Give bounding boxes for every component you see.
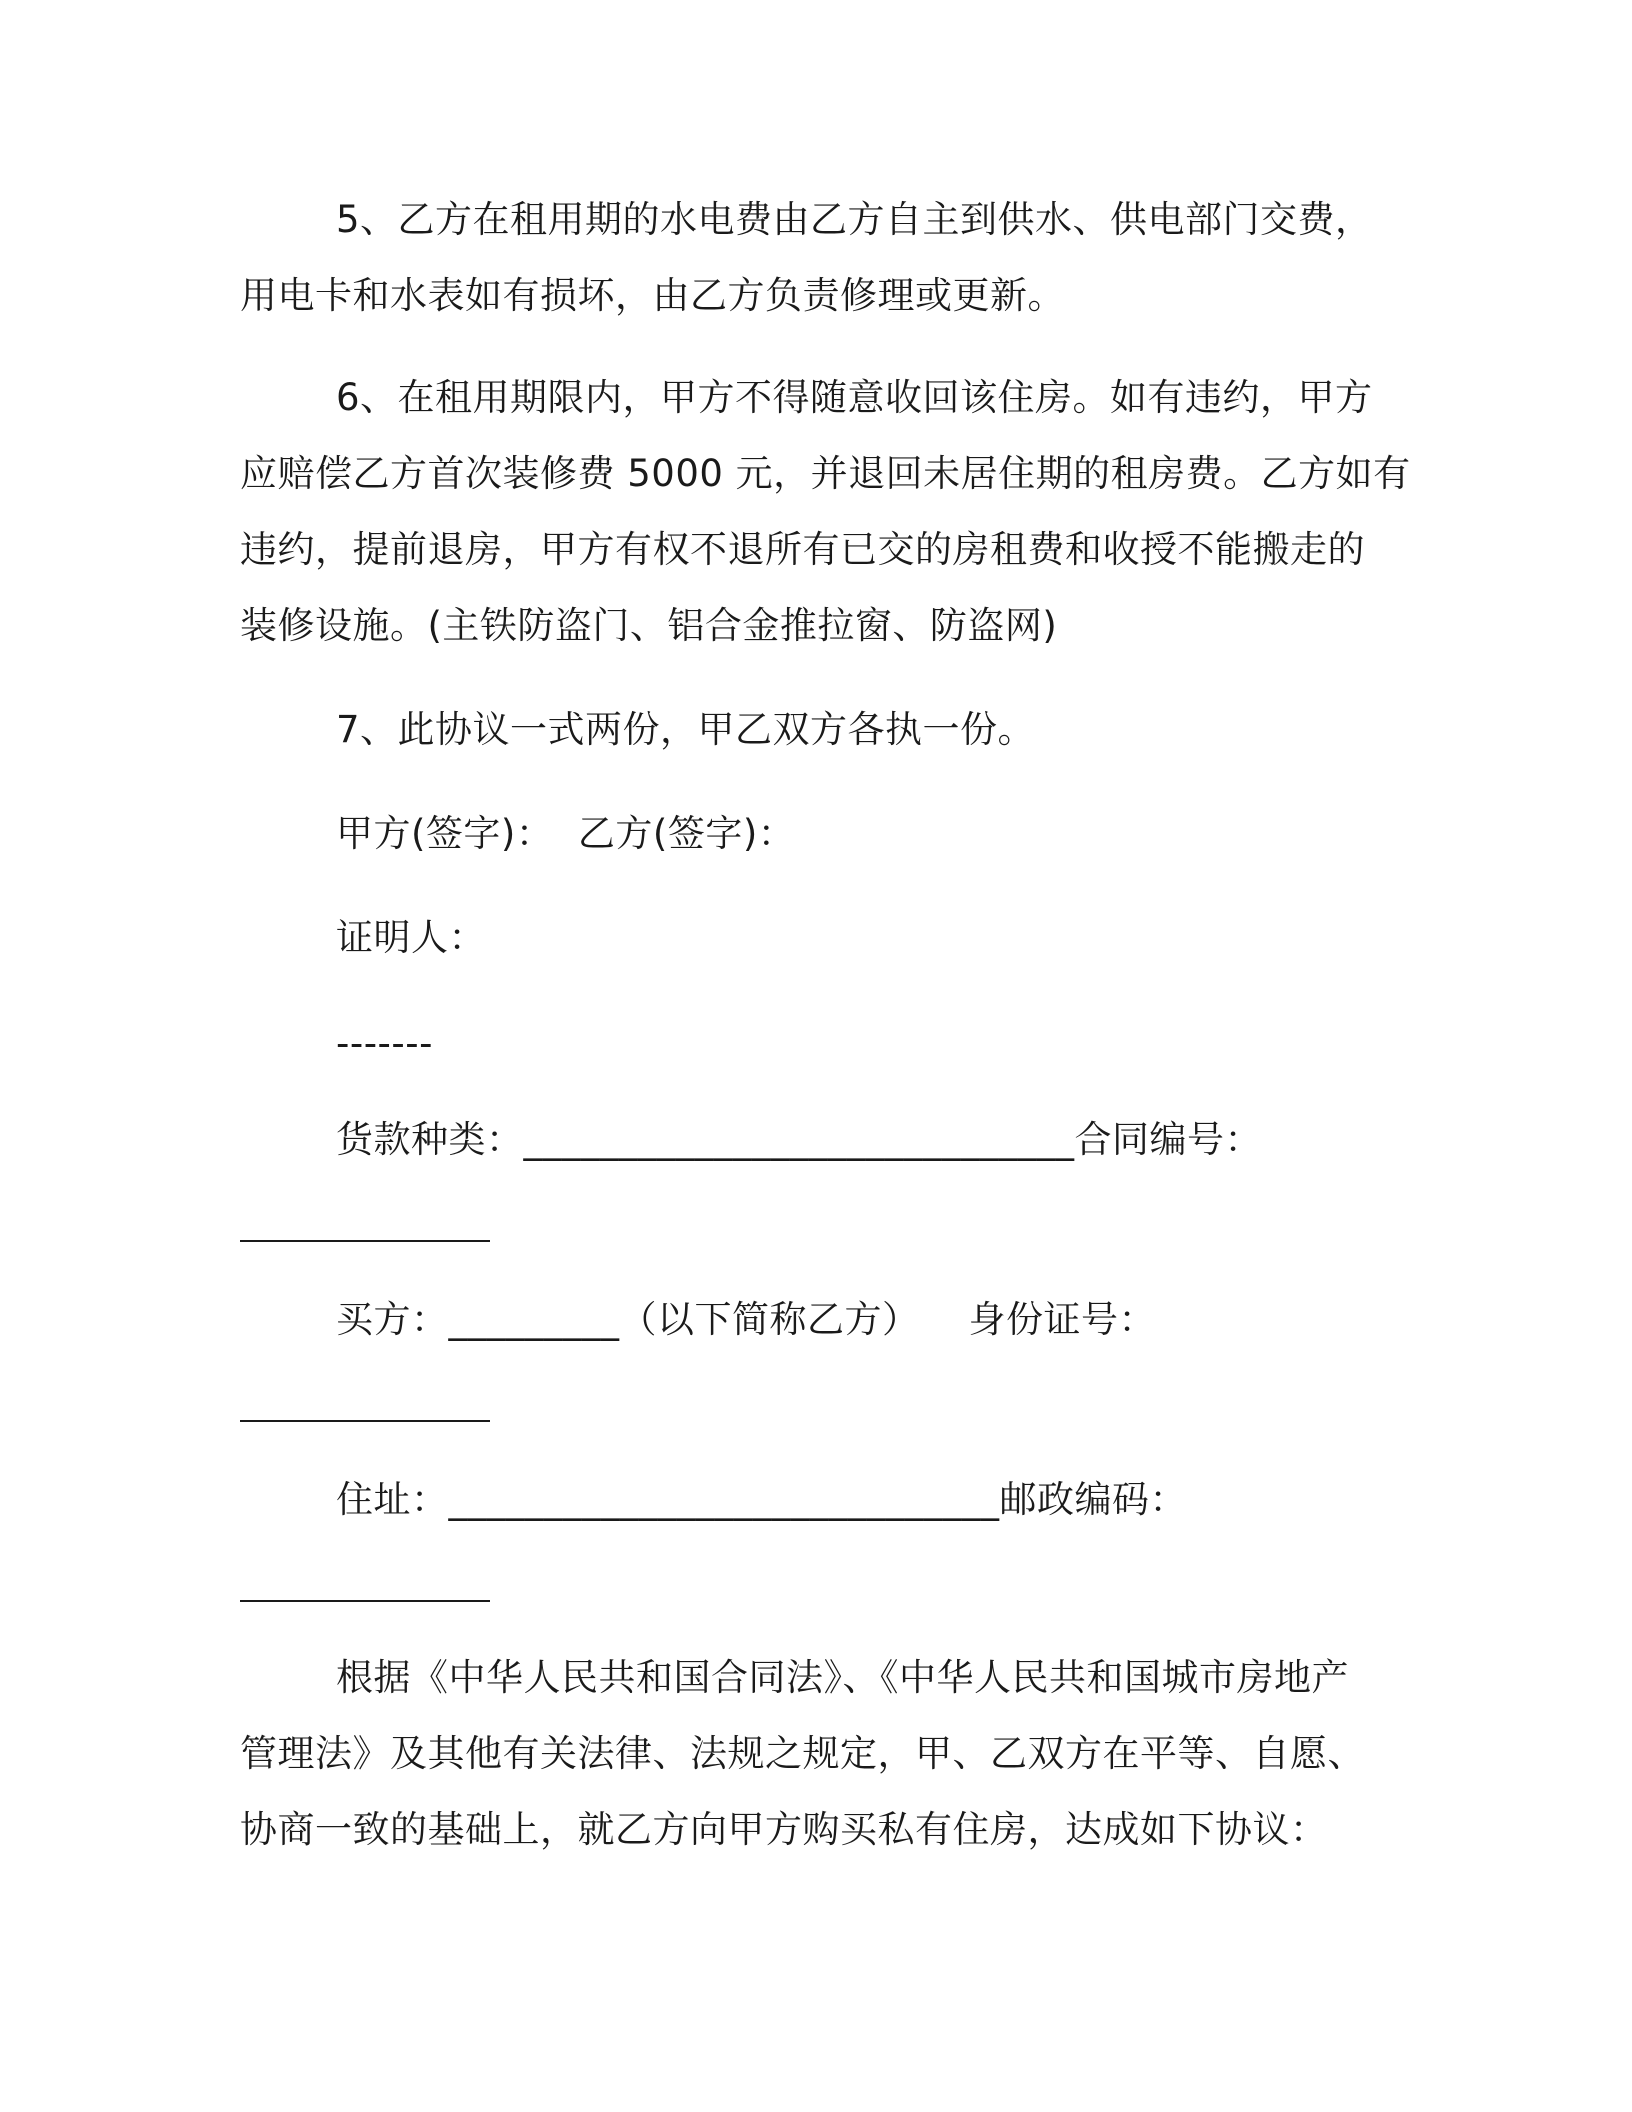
clause-6-line-4: 装修设施。(主铁防盗门、铝合金推拉窗、防盗网) (240, 604, 1058, 647)
clause-5-line-2: 用电卡和水表如有损坏，由乙方负责修理或更新。 (240, 274, 1065, 317)
postal-code-blank (240, 1600, 490, 1602)
buyer-line: 买方：_________（以下简称乙方） 身份证号： (336, 1298, 1157, 1341)
separator: ------- (336, 1022, 433, 1065)
preamble-line-1: 根据《中华人民共和国合同法》、《中华人民共和国城市房地产 (336, 1656, 1349, 1699)
witness-line: 证明人： (336, 916, 486, 959)
clause-6-line-3: 违约，提前退房，甲方有权不退所有已交的房租费和收授不能搬走的 (240, 528, 1365, 571)
signature-line: 甲方(签字)： 乙方(签字)： (336, 812, 796, 855)
address-line: 住址：_____________________________邮政编码： (336, 1478, 1187, 1521)
contract-number-blank (240, 1240, 490, 1242)
preamble-line-3: 协商一致的基础上，就乙方向甲方购买私有住房，达成如下协议： (240, 1808, 1328, 1851)
clause-6-line-2: 应赔偿乙方首次装修费 5000 元，并退回未居住期的租房费。乙方如有 (240, 452, 1411, 495)
clause-7: 7、此协议一式两份，甲乙双方各执一份。 (336, 708, 1036, 751)
id-number-blank (240, 1420, 490, 1422)
preamble-line-2: 管理法》及其他有关法律、法规之规定，甲、乙双方在平等、自愿、 (240, 1732, 1365, 1775)
clause-6-line-1: 6、在租用期限内，甲方不得随意收回该住房。如有违约，甲方 (336, 376, 1373, 419)
clause-5-line-1: 5、乙方在租用期的水电费由乙方自主到供水、供电部门交费， (336, 198, 1373, 241)
loan-type-line: 货款种类：_____________________________合同编号： (336, 1118, 1262, 1161)
